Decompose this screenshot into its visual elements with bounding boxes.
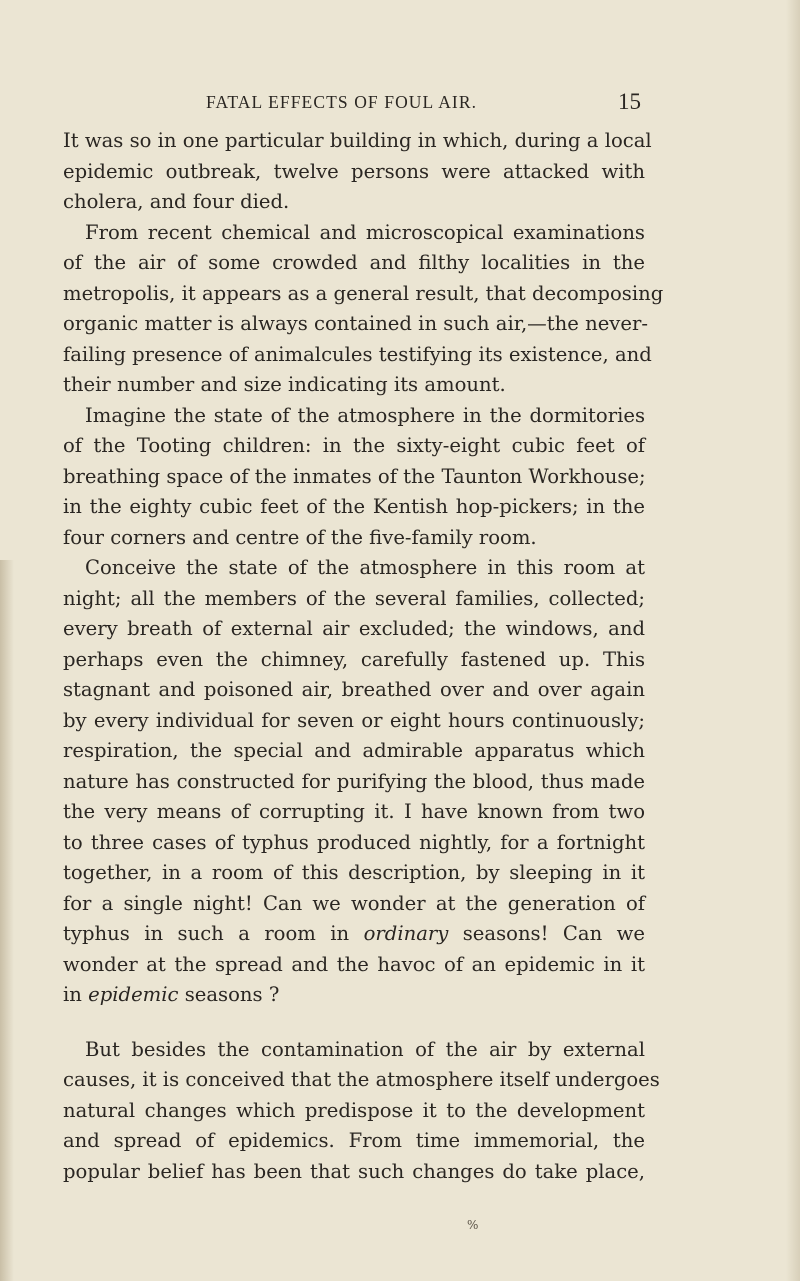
text-line: popular belief has been that such changes do take place, xyxy=(63,1159,645,1183)
paragraph-gap xyxy=(63,1011,645,1035)
body-text xyxy=(63,126,664,1187)
paragraph-4 xyxy=(63,553,645,1011)
text-line: wonder at the spread and the havoc of an epidemic in it xyxy=(63,952,645,976)
text-line: together, in a room of this description, by sleeping in it xyxy=(63,861,645,884)
text-line: Conceive the state of the atmosphere in this room at xyxy=(85,556,645,579)
binding-shadow-left xyxy=(0,560,14,1281)
text-line: natural changes which predispose it to the development xyxy=(63,1098,645,1122)
text-line: organic matter is always contained in such air,—the never- xyxy=(63,312,648,335)
footer-mark: % xyxy=(467,1218,479,1232)
text-line: causes, it is conceived that the atmosphere itself undergoes xyxy=(63,1068,660,1091)
text-line: perhaps even the chimney, carefully fastened up. This xyxy=(63,647,645,671)
text-line: From recent chemical and microscopical examinations xyxy=(85,220,645,244)
binding-shadow-right xyxy=(786,0,800,1281)
text-line: night; all the members of the several families, collected; xyxy=(63,586,645,610)
text-line: for a single night! Can we wonder at the generation of xyxy=(63,891,645,915)
line-text-after: seasons ? xyxy=(178,983,280,1006)
paragraph-2 xyxy=(63,218,664,401)
text-line: failing presence of animalcules testifying its existence, and xyxy=(63,342,652,366)
text-line: metropolis, it appears as a general result, that decomposing xyxy=(63,281,664,305)
text-line: It was so in one particular building in which, during a local xyxy=(63,129,652,152)
text-line-with-italic xyxy=(63,919,645,950)
text-line: cholera, and four died. xyxy=(63,190,290,213)
running-title: FATAL EFFECTS OF FOUL AIR. xyxy=(206,92,478,112)
running-head xyxy=(0,90,800,114)
text-line: Imagine the state of the atmosphere in the dormitories xyxy=(85,403,645,427)
text-line: by every individual for seven or eight hours continuously; xyxy=(63,708,645,732)
italic-word: ordinary xyxy=(363,922,449,945)
text-line: in the eighty cubic feet of the Kentish hop-pickers; in the xyxy=(63,495,645,518)
text-line: the very means of corrupting it. I have known from two xyxy=(63,800,645,823)
text-line: of the air of some crowded and filthy localities in the xyxy=(63,251,645,274)
text-line: stagnant and poisoned air, breathed over and over again xyxy=(63,678,645,701)
text-line: of the Tooting children: in the sixty-eight cubic feet of xyxy=(63,434,645,457)
paragraph-5 xyxy=(63,1035,660,1188)
text-line: to three cases of typhus produced nightly, for a fortnight xyxy=(63,830,645,854)
text-line: every breath of external air excluded; the windows, and xyxy=(63,617,645,640)
paragraph-3 xyxy=(63,401,645,554)
text-line-with-italic xyxy=(63,980,645,1011)
text-line: and spread of epidemics. From time immemorial, the xyxy=(63,1129,645,1152)
page-number: 15 xyxy=(618,89,641,114)
text-line: four corners and centre of the five-family room. xyxy=(63,525,537,549)
italic-word: epidemic xyxy=(88,983,179,1006)
text-line: breathing space of the inmates of the Taunton Workhouse; xyxy=(63,464,646,488)
line-text-after: seasons! Can we xyxy=(448,922,645,945)
text-line: their number and size indicating its amount. xyxy=(63,373,506,396)
line-text-before: in xyxy=(63,983,89,1006)
text-line: epidemic outbreak, twelve persons were attacked with xyxy=(63,159,645,183)
text-line: respiration, the special and admirable apparatus which xyxy=(63,739,645,762)
line-text-before: typhus in such a room in xyxy=(63,922,364,945)
text-line: But besides the contamination of the air by external xyxy=(85,1037,645,1061)
paragraph-1 xyxy=(63,126,652,218)
text-line: nature has constructed for purifying the blood, thus made xyxy=(63,769,645,793)
